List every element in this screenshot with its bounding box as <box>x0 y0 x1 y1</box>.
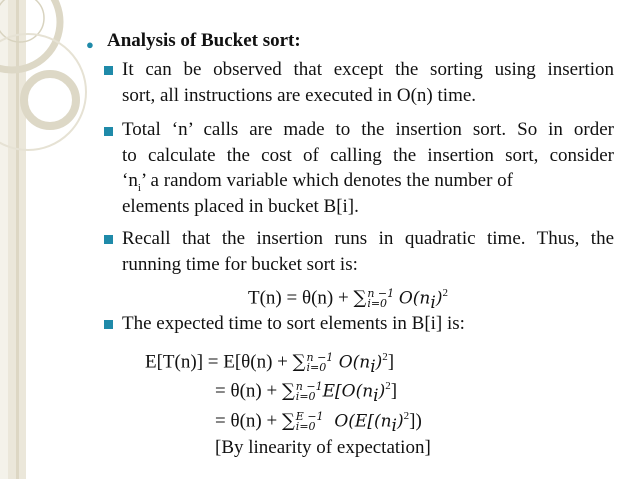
expectation-line-2: = θ(n) + ∑n −1 i=0 $E[O(n_i)^2]$ <box>215 379 398 407</box>
square-bullet-icon <box>104 235 113 244</box>
expectation-line-1: E[T(n)] = E[θ(n) + ∑n −1 i=0 $O(n_i)^2$] <box>145 350 395 378</box>
ni-open: ‘n <box>122 170 138 191</box>
bullet-3-line-1: Recall that the insertion runs in quadratic time. Thus, the <box>122 228 614 249</box>
bullet-2-line-1: Total ‘n’ calls are made to the insertion sort. So in order <box>122 119 614 140</box>
bullet-4-line-1: The expected time to sort elements in B[i] is: <box>122 313 465 334</box>
running-time-formula: T(n) = θ(n) + ∑n −1 i=0 $O(n_i)^2$ <box>248 286 448 314</box>
square-bullet-icon <box>104 127 113 136</box>
bullet-1-line-2: sort, all instructions are executed in O(n) time. <box>122 85 477 106</box>
slide-heading: Analysis of Bucket sort: <box>107 30 301 51</box>
linearity-note: [By linearity of expectation] <box>215 437 431 458</box>
square-bullet-icon <box>104 66 113 75</box>
ni-subscript: i <box>137 181 141 194</box>
bullet-1-line-1: It can be observed that except the sorting using insertion <box>122 59 614 80</box>
expectation-line-3: = θ(n) + ∑E −1 i=0 $O(E[(n_i)^2])$ <box>215 409 422 437</box>
ni-rest: ’ a random variable which denotes the number of <box>140 170 514 191</box>
bullet-dot-icon: ● <box>86 37 94 52</box>
bullet-3-line-2: running time for bucket sort is: <box>122 254 358 275</box>
square-bullet-icon <box>104 320 113 329</box>
bullet-2-line-4: elements placed in bucket B[i]. <box>122 196 359 217</box>
bullet-2-line-2: to calculate the cost of calling the insertion sort, consider <box>122 145 614 166</box>
